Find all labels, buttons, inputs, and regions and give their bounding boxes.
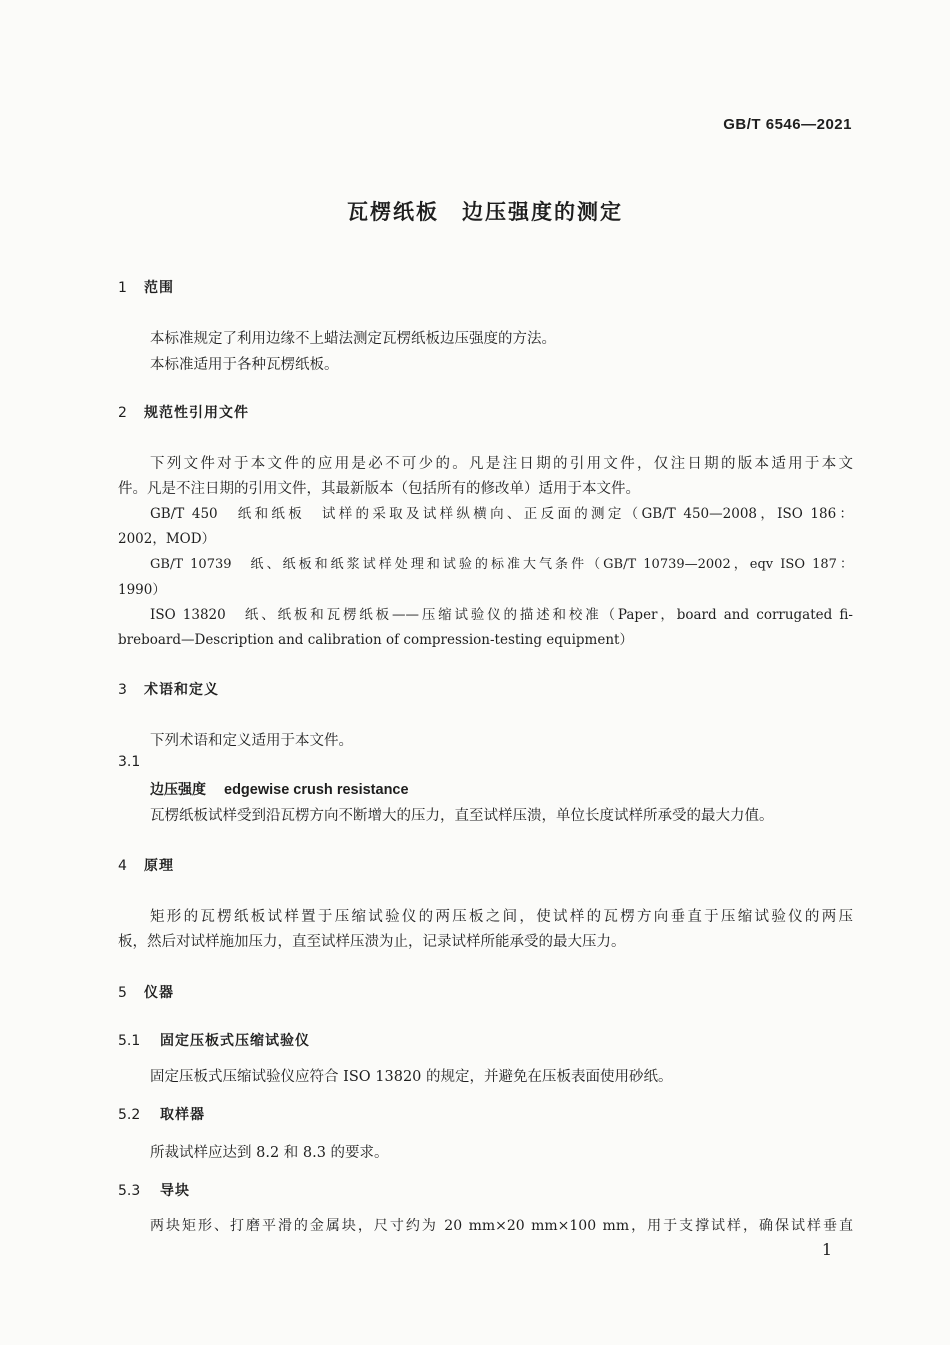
- subsection-5-3-heading: [118, 1180, 190, 1200]
- subsection-number: 5.3: [118, 1183, 141, 1199]
- paragraph-line: 两块矩形、打磨平滑的金属块，尺寸约为 20 mm×20 mm×100 mm，用于支撑试样，确保试样垂直: [150, 1218, 853, 1234]
- paragraph-line: 下列文件对于本文件的应用是必不可少的。凡是注日期的引用文件，仅注日期的版本适用于本文: [150, 456, 853, 472]
- subsection-title: 导块: [160, 1183, 190, 1199]
- term-definition: 瓦楞纸板试样受到沿瓦楞方向不断增大的压力，直至试样压溃，单位长度试样所承受的最大力值。: [150, 808, 774, 824]
- subsection-number: 3.1: [118, 754, 141, 770]
- section-3-heading: [118, 679, 219, 699]
- page-number: 1: [821, 1240, 832, 1259]
- section-title: 术语和定义: [144, 682, 219, 698]
- paragraph-line: 件。凡是不注日期的引用文件，其最新版本（包括所有的修改单）适用于本文件。: [118, 481, 640, 497]
- section-number: 4: [118, 858, 127, 874]
- paragraph: 固定压板式压缩试验仪应符合 ISO 13820 的规定，并避免在压板表面使用砂纸。: [150, 1069, 673, 1085]
- subsection-title: 取样器: [160, 1107, 205, 1123]
- section-title: 原理: [144, 858, 174, 874]
- paragraph: 本标准规定了利用边缘不上蜡法测定瓦楞纸板边压强度的方法。: [150, 331, 556, 347]
- paragraph: 所裁试样应达到 8.2 和 8.3 的要求。: [150, 1145, 389, 1161]
- reference-line: GB/T 10739 纸、纸板和纸浆试样处理和试验的标准大气条件（GB/T 10739—2002，eqv ISO 187：: [150, 557, 853, 572]
- section-number: 2: [118, 405, 127, 421]
- reference-line: 2002，MOD）: [118, 531, 216, 547]
- section-number: 3: [118, 682, 127, 698]
- section-2-heading: [118, 402, 249, 422]
- subsection-5-2-heading: [118, 1104, 205, 1124]
- term-chinese: 边压强度: [150, 782, 206, 798]
- reference-line: breboard—Description and calibration of compression-testing equipment）: [118, 632, 633, 648]
- section-4-heading: [118, 855, 174, 875]
- section-5-heading: [118, 982, 174, 1002]
- subsection-title: 固定压板式压缩试验仪: [160, 1033, 310, 1049]
- term-entry: [150, 779, 409, 799]
- paragraph-line: 板，然后对试样施加压力，直至试样压溃为止，记录试样所能承受的最大压力。: [118, 934, 626, 950]
- paragraph: 下列术语和定义适用于本文件。: [150, 733, 353, 749]
- section-title: 仪器: [144, 985, 174, 1001]
- term-english: edgewise crush resistance: [224, 782, 409, 798]
- section-number: 5: [118, 985, 127, 1001]
- subsection-number: 5.1: [118, 1033, 141, 1049]
- document-number: GB/T 6546—2021: [723, 116, 852, 133]
- paragraph: 本标准适用于各种瓦楞纸板。: [150, 357, 339, 373]
- section-title: 范围: [144, 280, 174, 296]
- reference-line: ISO 13820 纸、纸板和瓦楞纸板——压缩试验仪的描述和校准（Paper，board and corrugated fi-: [150, 607, 853, 623]
- page-title: 瓦楞纸板 边压强度的测定: [347, 200, 623, 224]
- paragraph-line: 矩形的瓦楞纸板试样置于压缩试验仪的两压板之间，使试样的瓦楞方向垂直于压缩试验仪的两压: [150, 909, 853, 925]
- section-number: 1: [118, 280, 127, 296]
- subsection-5-1-heading: [118, 1030, 310, 1050]
- section-title: 规范性引用文件: [144, 405, 249, 421]
- section-1-heading: [118, 277, 174, 297]
- subsection-number: 5.2: [118, 1107, 141, 1123]
- reference-line: GB/T 450 纸和纸板 试样的采取及试样纵横向、正反面的测定（GB/T 450—2008，ISO 186：: [150, 506, 853, 522]
- reference-line: 1990）: [118, 582, 166, 598]
